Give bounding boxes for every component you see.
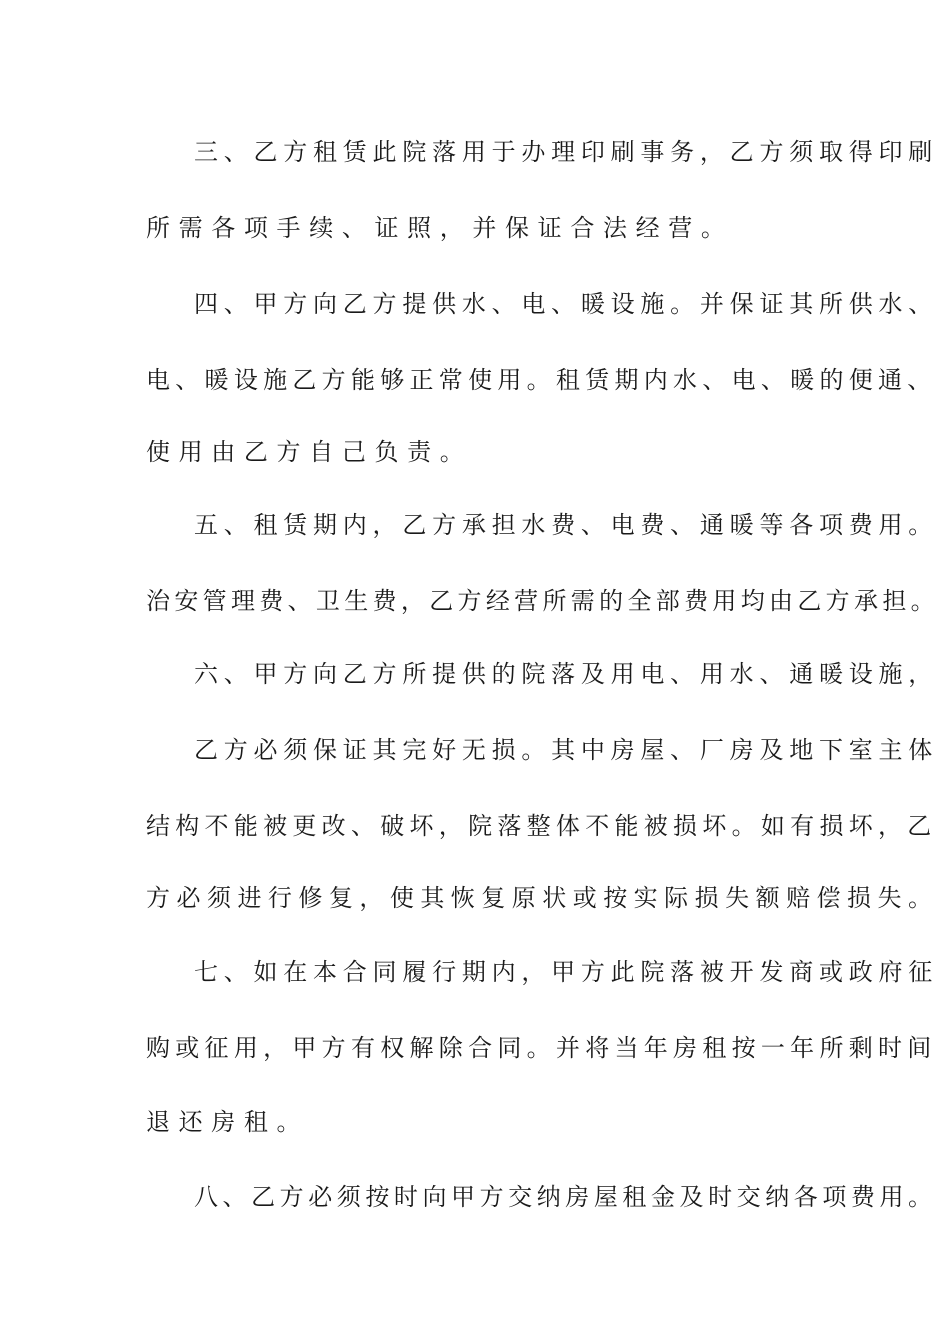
clause-5-line-2: 治安管理费、卫生费，乙方经营所需的全部费用均由乙方承担。 [146,587,939,615]
clause-7-line-3: 退还房租。 [146,1108,310,1136]
clause-6-line-2: 乙方必须保证其完好无损。其中房屋、厂房及地下室主体 [194,736,938,764]
clause-7-line-2: 购或征用，甲方有权解除合同。并将当年房租按一年所剩时间 [146,1034,937,1062]
clause-4-line-2: 电、暖设施乙方能够正常使用。租赁期内水、电、暖的便通、 [146,366,937,394]
clause-7-line-1: 七、如在本合同履行期内，甲方此院落被开发商或政府征 [194,958,938,986]
clause-3-line-1: 三、乙方租赁此院落用于办理印刷事务，乙方须取得印刷 [194,138,938,166]
clause-6-line-1: 六、甲方向乙方所提供的院落及用电、用水、通暖设施， [194,660,938,688]
clause-5-line-1: 五、租赁期内，乙方承担水费、电费、通暖等各项费用。 [194,511,938,539]
clause-6-line-3: 结构不能被更改、破坏，院落整体不能被损坏。如有损坏，乙 [146,812,937,840]
clause-6-line-4: 方必须进行修复，使其恢复原状或按实际损失额赔偿损失。 [146,884,939,912]
clause-8-line-1: 八、乙方必须按时向甲方交纳房屋租金及时交纳各项费用。 [194,1183,937,1211]
clause-3-line-2: 所需各项手续、证照，并保证合法经营。 [146,214,734,242]
clause-4-line-1: 四、甲方向乙方提供水、电、暖设施。并保证其所供水、 [194,290,938,318]
clause-4-line-3: 使用由乙方自己负责。 [146,438,473,466]
